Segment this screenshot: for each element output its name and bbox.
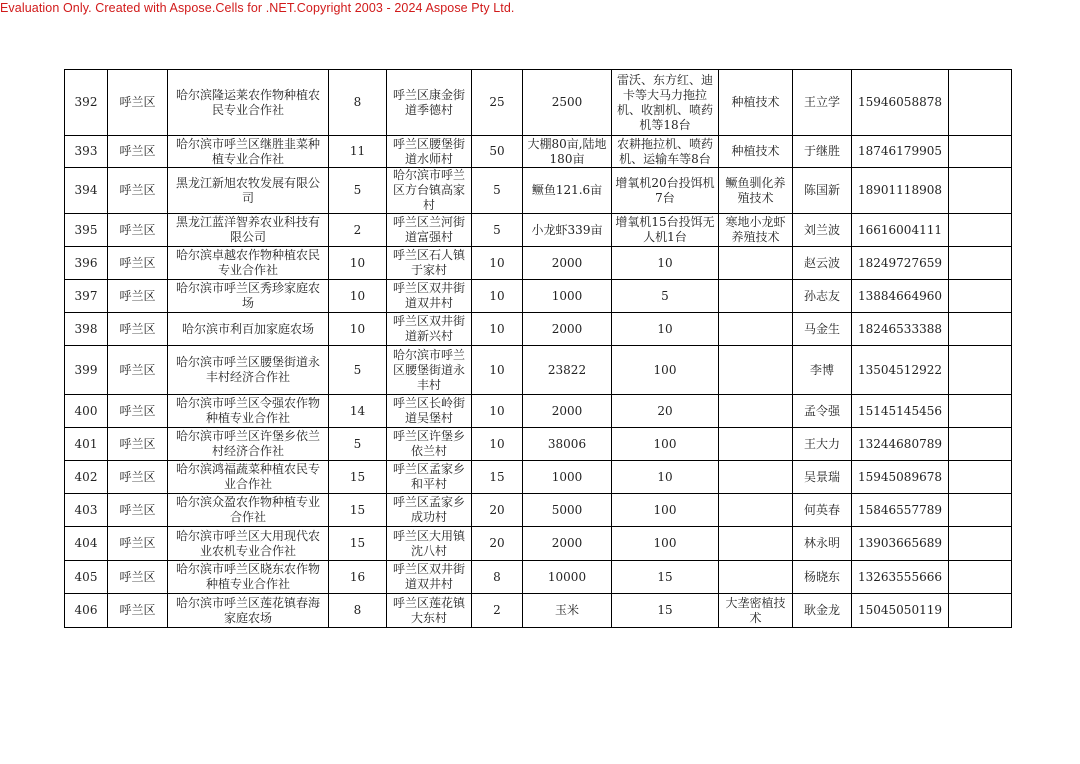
cell-district: 呼兰区 (108, 594, 168, 628)
table-row (65, 594, 1012, 628)
cell-area: 鳜鱼121.6亩 (523, 168, 612, 214)
table-row (65, 346, 1012, 395)
cell-count: 8 (472, 561, 523, 594)
cell-count: 10 (472, 313, 523, 346)
cell-entity-name: 黑龙江新旭农牧发展有限公司 (168, 168, 329, 214)
cell-contact: 孟令强 (793, 395, 852, 428)
cell-count: 10 (472, 395, 523, 428)
cell-technique (719, 428, 793, 461)
cell-contact: 杨晓东 (793, 561, 852, 594)
table-row (65, 527, 1012, 561)
cell-contact: 耿金龙 (793, 594, 852, 628)
cell-technique (719, 395, 793, 428)
cell-district: 呼兰区 (108, 561, 168, 594)
cell-entity-name: 哈尔滨市呼兰区莲花镇春海家庭农场 (168, 594, 329, 628)
cell-index: 397 (65, 280, 108, 313)
cell-count: 10 (472, 247, 523, 280)
cell-technique: 寒地小龙虾养殖技术 (719, 214, 793, 247)
cell-machinery: 增氧机20台投饵机7台 (612, 168, 719, 214)
cell-members: 11 (329, 136, 387, 168)
cell-area: 2000 (523, 395, 612, 428)
cell-address: 哈尔滨市呼兰区方台镇高家村 (387, 168, 472, 214)
cell-index: 395 (65, 214, 108, 247)
cell-members: 14 (329, 395, 387, 428)
cell-machinery: 100 (612, 494, 719, 527)
cell-count: 50 (472, 136, 523, 168)
cell-count: 20 (472, 527, 523, 561)
cell-area: 23822 (523, 346, 612, 395)
cell-extra (949, 313, 1012, 346)
cell-district: 呼兰区 (108, 428, 168, 461)
cell-count: 15 (472, 461, 523, 494)
table-row (65, 461, 1012, 494)
cell-extra (949, 561, 1012, 594)
cell-contact: 于继胜 (793, 136, 852, 168)
cell-area: 玉米 (523, 594, 612, 628)
evaluation-watermark: Evaluation Only. Created with Aspose.Cells for .NET.Copyright 2003 - 2024 Aspose Pty Ltd. (0, 1, 515, 15)
cell-technique (719, 494, 793, 527)
cell-address: 呼兰区长岭街道吴堡村 (387, 395, 472, 428)
cell-entity-name: 哈尔滨众盈农作物种植专业合作社 (168, 494, 329, 527)
cell-district: 呼兰区 (108, 494, 168, 527)
cell-area: 5000 (523, 494, 612, 527)
cell-index: 399 (65, 346, 108, 395)
cell-address: 呼兰区双井街道新兴村 (387, 313, 472, 346)
cell-contact: 吴景瑞 (793, 461, 852, 494)
cell-district: 呼兰区 (108, 168, 168, 214)
cell-phone: 13504512922 (852, 346, 949, 395)
cell-technique (719, 527, 793, 561)
cell-area: 大棚80亩,陆地180亩 (523, 136, 612, 168)
cell-members: 15 (329, 527, 387, 561)
cell-contact: 马金生 (793, 313, 852, 346)
cell-extra (949, 280, 1012, 313)
table-row (65, 313, 1012, 346)
cell-district: 呼兰区 (108, 70, 168, 136)
cell-contact: 王大力 (793, 428, 852, 461)
cell-count: 10 (472, 346, 523, 395)
cell-phone: 18746179905 (852, 136, 949, 168)
cell-machinery: 雷沃、东方红、迪卡等大马力拖拉机、收割机、喷药机等18台 (612, 70, 719, 136)
cell-index: 404 (65, 527, 108, 561)
cell-members: 10 (329, 280, 387, 313)
cell-count: 5 (472, 168, 523, 214)
cell-technique: 鳜鱼驯化养殖技术 (719, 168, 793, 214)
cell-count: 20 (472, 494, 523, 527)
cell-phone: 13884664960 (852, 280, 949, 313)
cell-district: 呼兰区 (108, 136, 168, 168)
cell-index: 392 (65, 70, 108, 136)
cell-index: 398 (65, 313, 108, 346)
cell-district: 呼兰区 (108, 461, 168, 494)
cell-phone: 13244680789 (852, 428, 949, 461)
cell-address: 呼兰区腰堡街道水师村 (387, 136, 472, 168)
cell-address: 呼兰区莲花镇大东村 (387, 594, 472, 628)
cell-extra (949, 70, 1012, 136)
cell-count: 5 (472, 214, 523, 247)
cell-members: 5 (329, 428, 387, 461)
cell-members: 2 (329, 214, 387, 247)
cell-contact: 何英春 (793, 494, 852, 527)
cell-machinery: 15 (612, 561, 719, 594)
cell-technique (719, 280, 793, 313)
cell-area: 2000 (523, 313, 612, 346)
cell-phone: 18901118908 (852, 168, 949, 214)
table-row (65, 70, 1012, 136)
cell-district: 呼兰区 (108, 527, 168, 561)
cell-machinery: 10 (612, 247, 719, 280)
cell-count: 25 (472, 70, 523, 136)
cell-entity-name: 哈尔滨市呼兰区令强农作物种植专业合作社 (168, 395, 329, 428)
cell-extra (949, 594, 1012, 628)
cell-phone: 16616004111 (852, 214, 949, 247)
table-row (65, 428, 1012, 461)
table-row (65, 561, 1012, 594)
cell-address: 呼兰区兰河街道富强村 (387, 214, 472, 247)
table-body (65, 70, 1012, 628)
cell-area: 2000 (523, 247, 612, 280)
table-row (65, 247, 1012, 280)
data-table (64, 69, 1012, 628)
cell-district: 呼兰区 (108, 214, 168, 247)
cell-machinery: 100 (612, 527, 719, 561)
cell-entity-name: 哈尔滨市呼兰区大用现代农业农机专业合作社 (168, 527, 329, 561)
cell-address: 呼兰区康金街道季德村 (387, 70, 472, 136)
cell-members: 10 (329, 313, 387, 346)
cell-technique (719, 461, 793, 494)
cell-extra (949, 168, 1012, 214)
cell-extra (949, 428, 1012, 461)
cell-phone: 15145145456 (852, 395, 949, 428)
cell-members: 8 (329, 594, 387, 628)
cell-entity-name: 哈尔滨隆运莱农作物种植农民专业合作社 (168, 70, 329, 136)
cell-phone: 15045050119 (852, 594, 949, 628)
cell-count: 10 (472, 280, 523, 313)
cell-phone: 18246533388 (852, 313, 949, 346)
cell-machinery: 100 (612, 346, 719, 395)
cell-members: 5 (329, 346, 387, 395)
cell-entity-name: 哈尔滨市呼兰区秀珍家庭农场 (168, 280, 329, 313)
cell-phone: 15846557789 (852, 494, 949, 527)
cell-phone: 18249727659 (852, 247, 949, 280)
cell-district: 呼兰区 (108, 395, 168, 428)
cell-phone: 13903665689 (852, 527, 949, 561)
cell-area: 小龙虾339亩 (523, 214, 612, 247)
cell-address: 呼兰区双井街道双井村 (387, 280, 472, 313)
cell-index: 405 (65, 561, 108, 594)
cell-address: 呼兰区许堡乡依兰村 (387, 428, 472, 461)
cell-extra (949, 461, 1012, 494)
cell-members: 15 (329, 494, 387, 527)
cell-contact: 赵云波 (793, 247, 852, 280)
cell-area: 10000 (523, 561, 612, 594)
table-row (65, 494, 1012, 527)
cell-extra (949, 346, 1012, 395)
cell-technique: 大垄密植技术 (719, 594, 793, 628)
cell-contact: 王立学 (793, 70, 852, 136)
cell-area: 2000 (523, 527, 612, 561)
cell-entity-name: 哈尔滨鸿福蔬菜种植农民专业合作社 (168, 461, 329, 494)
cell-machinery: 农耕拖拉机、喷药机、运输车等8台 (612, 136, 719, 168)
cell-address: 呼兰区石人镇于家村 (387, 247, 472, 280)
cell-entity-name: 哈尔滨卓越农作物种植农民专业合作社 (168, 247, 329, 280)
cell-contact: 孙志友 (793, 280, 852, 313)
cell-contact: 李博 (793, 346, 852, 395)
cell-index: 402 (65, 461, 108, 494)
cell-address: 哈尔滨市呼兰区腰堡街道永丰村 (387, 346, 472, 395)
cell-members: 8 (329, 70, 387, 136)
cell-machinery: 10 (612, 313, 719, 346)
cell-entity-name: 黑龙江蓝洋智养农业科技有限公司 (168, 214, 329, 247)
cell-members: 5 (329, 168, 387, 214)
cell-district: 呼兰区 (108, 313, 168, 346)
table-row (65, 214, 1012, 247)
cell-phone: 15946058878 (852, 70, 949, 136)
cell-extra (949, 214, 1012, 247)
cell-technique (719, 247, 793, 280)
cell-address: 呼兰区孟家乡成功村 (387, 494, 472, 527)
table-row (65, 395, 1012, 428)
cell-machinery: 100 (612, 428, 719, 461)
cell-machinery: 增氧机15台投饵无人机1台 (612, 214, 719, 247)
cell-entity-name: 哈尔滨市呼兰区腰堡街道永丰村经济合作社 (168, 346, 329, 395)
cell-address: 呼兰区大用镇沈八村 (387, 527, 472, 561)
cell-machinery: 5 (612, 280, 719, 313)
cell-entity-name: 哈尔滨市呼兰区继胜韭菜种植专业合作社 (168, 136, 329, 168)
cell-extra (949, 136, 1012, 168)
cell-phone: 13263555666 (852, 561, 949, 594)
cell-entity-name: 哈尔滨市呼兰区晓东农作物种植专业合作社 (168, 561, 329, 594)
cell-index: 406 (65, 594, 108, 628)
cell-district: 呼兰区 (108, 346, 168, 395)
cell-count: 2 (472, 594, 523, 628)
cell-extra (949, 395, 1012, 428)
cell-extra (949, 247, 1012, 280)
cell-index: 396 (65, 247, 108, 280)
cell-technique: 种植技术 (719, 70, 793, 136)
cell-index: 401 (65, 428, 108, 461)
cell-index: 393 (65, 136, 108, 168)
cell-area: 1000 (523, 280, 612, 313)
cell-area: 38006 (523, 428, 612, 461)
cell-extra (949, 527, 1012, 561)
cell-index: 403 (65, 494, 108, 527)
cell-technique (719, 313, 793, 346)
cell-address: 呼兰区双井街道双井村 (387, 561, 472, 594)
cell-contact: 刘兰波 (793, 214, 852, 247)
table-row (65, 168, 1012, 214)
cell-entity-name: 哈尔滨市利百加家庭农场 (168, 313, 329, 346)
cell-members: 10 (329, 247, 387, 280)
cell-count: 10 (472, 428, 523, 461)
cell-technique: 种植技术 (719, 136, 793, 168)
cell-machinery: 15 (612, 594, 719, 628)
cell-contact: 林永明 (793, 527, 852, 561)
table-row (65, 280, 1012, 313)
cell-contact: 陈国新 (793, 168, 852, 214)
table-row (65, 136, 1012, 168)
cell-district: 呼兰区 (108, 280, 168, 313)
cell-address: 呼兰区孟家乡和平村 (387, 461, 472, 494)
cell-extra (949, 494, 1012, 527)
cell-area: 2500 (523, 70, 612, 136)
cell-entity-name: 哈尔滨市呼兰区许堡乡依兰村经济合作社 (168, 428, 329, 461)
cell-members: 16 (329, 561, 387, 594)
cell-technique (719, 561, 793, 594)
cell-index: 394 (65, 168, 108, 214)
cell-machinery: 10 (612, 461, 719, 494)
cell-members: 15 (329, 461, 387, 494)
cell-technique (719, 346, 793, 395)
cell-machinery: 20 (612, 395, 719, 428)
cell-district: 呼兰区 (108, 247, 168, 280)
cell-index: 400 (65, 395, 108, 428)
cell-phone: 15945089678 (852, 461, 949, 494)
cell-area: 1000 (523, 461, 612, 494)
